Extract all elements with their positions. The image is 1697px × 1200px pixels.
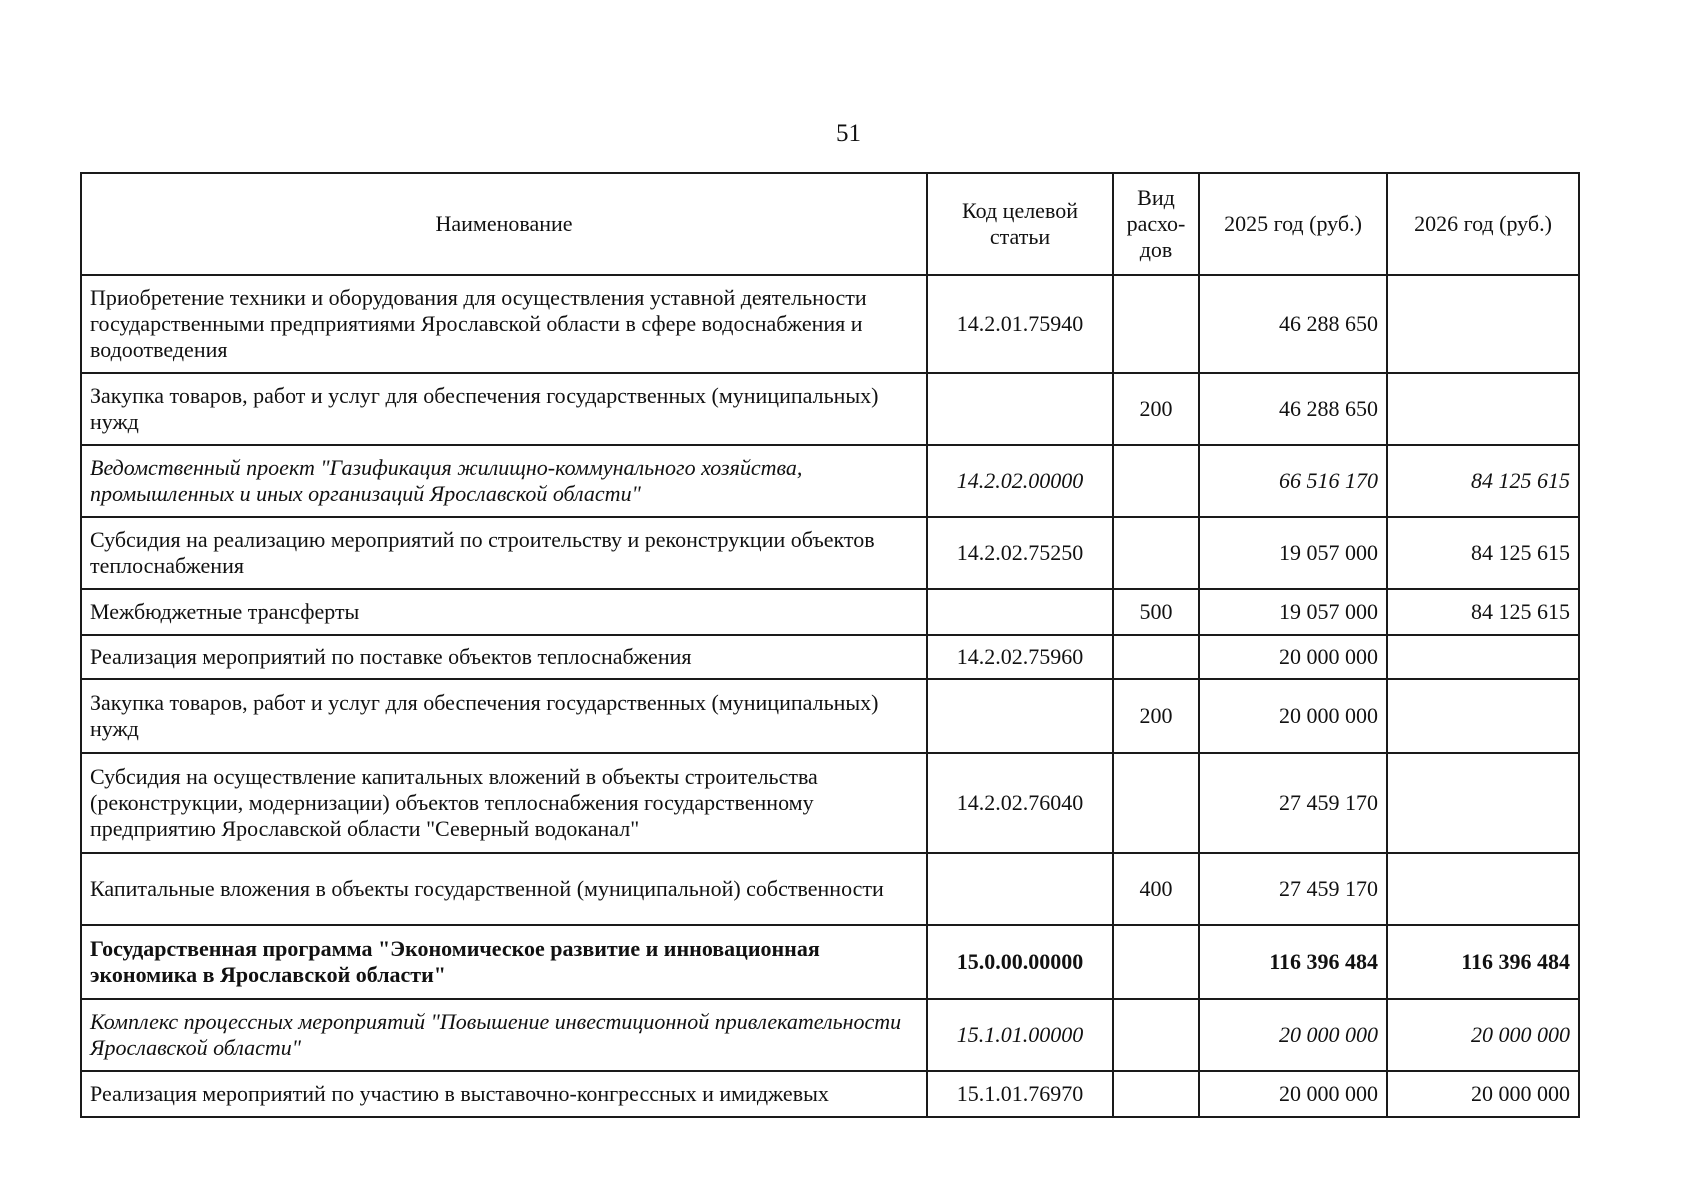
cell-name: Приобретение техники и оборудования для осуществления уставной деятельности государственными предприятиями Ярославской области в сфере водоснабжения и водоотведения: [81, 275, 927, 373]
cell-2025: 46 288 650: [1199, 275, 1387, 373]
cell-expense-type: [1113, 517, 1199, 589]
table-row: [81, 275, 1579, 373]
cell-name: Межбюджетные трансферты: [81, 589, 927, 635]
cell-expense-type: 400: [1113, 853, 1199, 925]
cell-2026: 84 125 615: [1387, 445, 1579, 517]
header-2025: 2025 год (руб.): [1199, 173, 1387, 275]
table-row: [81, 753, 1579, 853]
table-row: [81, 853, 1579, 925]
cell-expense-type: 500: [1113, 589, 1199, 635]
cell-2025: 27 459 170: [1199, 853, 1387, 925]
cell-code: 15.1.01.00000: [927, 999, 1113, 1071]
cell-2026: 116 396 484: [1387, 925, 1579, 999]
cell-expense-type: 200: [1113, 679, 1199, 753]
cell-2025: 20 000 000: [1199, 999, 1387, 1071]
cell-code: 14.2.02.75960: [927, 635, 1113, 679]
cell-name: Ведомственный проект "Газификация жилищно-коммунального хозяйства, промышленных и иных организаций Ярославской области": [81, 445, 927, 517]
cell-2025: 19 057 000: [1199, 589, 1387, 635]
cell-code: 15.1.01.76970: [927, 1071, 1113, 1117]
cell-expense-type: [1113, 635, 1199, 679]
budget-table: [80, 172, 1580, 1118]
table-row: [81, 925, 1579, 999]
cell-name: Субсидия на осуществление капитальных вложений в объекты строительства (реконструкции, модернизации) объектов теплоснабжения государственному предприятию Ярославской области "Северный водоканал": [81, 753, 927, 853]
table-row: [81, 373, 1579, 445]
cell-2026: 20 000 000: [1387, 1071, 1579, 1117]
table-row: [81, 517, 1579, 589]
cell-2026: [1387, 373, 1579, 445]
cell-2025: 20 000 000: [1199, 679, 1387, 753]
table-header-row: [81, 173, 1579, 275]
header-code: Код целевой статьи: [927, 173, 1113, 275]
header-2026: 2026 год (руб.): [1387, 173, 1579, 275]
cell-2025: 116 396 484: [1199, 925, 1387, 999]
cell-2025: 27 459 170: [1199, 753, 1387, 853]
cell-name: Государственная программа "Экономическое развитие и инновационная экономика в Ярославской области": [81, 925, 927, 999]
cell-2026: [1387, 679, 1579, 753]
cell-2025: 20 000 000: [1199, 635, 1387, 679]
table-row: [81, 635, 1579, 679]
cell-2026: [1387, 635, 1579, 679]
cell-expense-type: [1113, 445, 1199, 517]
cell-2026: [1387, 753, 1579, 853]
cell-name: Комплекс процессных мероприятий "Повышение инвестиционной привлекательности Ярославской области": [81, 999, 927, 1071]
cell-2025: 20 000 000: [1199, 1071, 1387, 1117]
cell-expense-type: [1113, 925, 1199, 999]
cell-code: 14.2.02.76040: [927, 753, 1113, 853]
cell-expense-type: [1113, 999, 1199, 1071]
cell-name: Реализация мероприятий по поставке объектов теплоснабжения: [81, 635, 927, 679]
cell-name: Закупка товаров, работ и услуг для обеспечения государственных (муниципальных) нужд: [81, 373, 927, 445]
cell-2026: [1387, 275, 1579, 373]
cell-2026: 84 125 615: [1387, 589, 1579, 635]
cell-code: 14.2.02.00000: [927, 445, 1113, 517]
table-row: [81, 445, 1579, 517]
table-row: [81, 589, 1579, 635]
cell-code: 15.0.00.00000: [927, 925, 1113, 999]
page-number: 51: [836, 120, 861, 147]
cell-2026: 84 125 615: [1387, 517, 1579, 589]
header-expense-type: Вид расхо-дов: [1113, 173, 1199, 275]
cell-2026: [1387, 853, 1579, 925]
cell-name: Закупка товаров, работ и услуг для обеспечения государственных (муниципальных) нужд: [81, 679, 927, 753]
cell-2025: 66 516 170: [1199, 445, 1387, 517]
cell-name: Субсидия на реализацию мероприятий по строительству и реконструкции объектов теплоснабжения: [81, 517, 927, 589]
cell-name: Капитальные вложения в объекты государственной (муниципальной) собственности: [81, 853, 927, 925]
table-row: [81, 679, 1579, 753]
table-row: [81, 999, 1579, 1071]
cell-code: 14.2.02.75250: [927, 517, 1113, 589]
cell-code: [927, 373, 1113, 445]
cell-code: [927, 853, 1113, 925]
cell-expense-type: 200: [1113, 373, 1199, 445]
table-body: [81, 275, 1579, 1117]
table-row: [81, 1071, 1579, 1117]
cell-2026: 20 000 000: [1387, 999, 1579, 1071]
cell-expense-type: [1113, 275, 1199, 373]
cell-code: 14.2.01.75940: [927, 275, 1113, 373]
cell-2025: 19 057 000: [1199, 517, 1387, 589]
header-name: Наименование: [81, 173, 927, 275]
cell-name: Реализация мероприятий по участию в выставочно-конгрессных и имиджевых: [81, 1071, 927, 1117]
cell-code: [927, 589, 1113, 635]
cell-code: [927, 679, 1113, 753]
cell-expense-type: [1113, 753, 1199, 853]
cell-expense-type: [1113, 1071, 1199, 1117]
cell-2025: 46 288 650: [1199, 373, 1387, 445]
